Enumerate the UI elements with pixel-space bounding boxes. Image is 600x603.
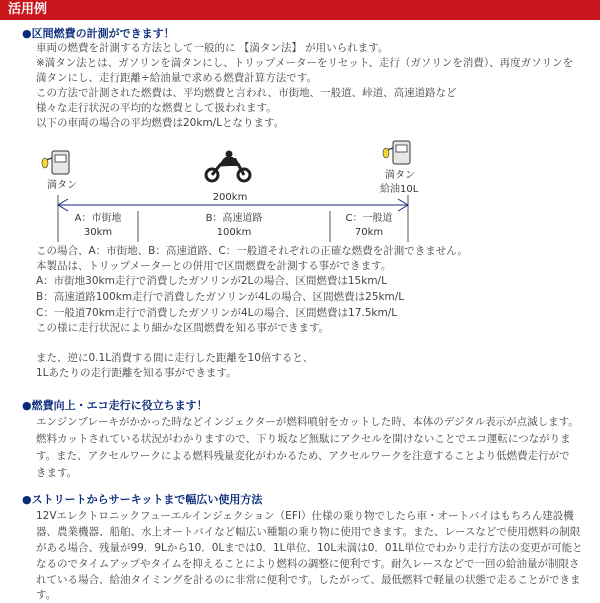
fuel-pump-icon: [42, 151, 69, 174]
segment-b-distance: 100km: [216, 227, 252, 238]
segment-c-name: C：一般道: [345, 213, 393, 224]
section1-line: C：一般道70km走行で消費したガソリンが4Lの場合、区間燃費は17.5km/L: [36, 307, 398, 319]
section1-line: B：高速道路100km走行で消費したガソリンが4Lの場合、区間燃費は25km/L: [36, 291, 405, 303]
section3-line: 12Vエレクトロニックフューエルインジェクション（EFI）仕様の乗り物でしたら車・オートバイはもちろん建設機: [36, 510, 574, 522]
section3-line: がある場合、残量が99．9Lから10．0Lまでは0．1L単位、10L未満は0．01L単位でわかり走行方法の変更が可能と: [36, 542, 583, 554]
section1-line: 1Lあたりの走行距離を知る事ができます。: [36, 367, 237, 379]
section3-line: なるのでタイムアップやタイムを抑えることにより燃料の調整に便利です。耐久レースなどで一回の給油量が制限さ: [36, 558, 580, 570]
section1-line: 満タンにし、走行距離÷給油量で求める燃費計算方法です。: [36, 72, 317, 84]
section1-line: ※満タン法とは、ガソリンを満タンにし、トリップメーターをリセット、走行（ガソリンを消費）、再度ガソリンを: [36, 57, 574, 69]
section1-line: 様々な走行状況の平均的な燃費として扱われます。: [36, 102, 277, 114]
section1-line: 本製品は、トリップメーターとの併用で区間燃費を計測する事ができます。: [36, 260, 392, 272]
section2-line: 燃料カットされている状況がわかりますので、下り坂など無駄にアクセルを開けないことでエコ運転につながりま: [36, 433, 571, 445]
header-title: 活用例: [8, 2, 48, 17]
section1-title: ●区間燃費の計測ができます！: [22, 27, 175, 40]
total-distance-label: 200km: [212, 192, 248, 203]
section1-line: この方法で計測された燃費は、平均燃費と言われ、市街地、一般道、峠道、高速道路など: [36, 87, 457, 99]
segment-a-name: A：市街地: [74, 213, 122, 224]
motorcycle-icon: [206, 151, 250, 182]
section3-line: す。: [36, 589, 57, 601]
section1-line: この場合、A：市街地、B：高速道路、C：一般道それぞれの正確な燃費を計測できません。: [36, 245, 468, 257]
section2-line: きます。: [36, 467, 78, 479]
section3-title: ●ストリートからサーキットまで幅広い使用方法: [22, 493, 263, 506]
section1-line: 車両の燃費を計測する方法として一般的に 【満タン法】 が用いられます。: [36, 42, 389, 54]
section1-line: 以下の車両の場合の平均燃費は20km/Lとなります。: [36, 117, 285, 129]
section2-line: エンジンブレーキがかかった時などインジェクターが燃料噴射をカットした時、本体のデジタル表示が点滅します。: [36, 416, 579, 428]
segment-b-name: B：高速道路: [205, 213, 263, 224]
section1-line: また、逆に0.1L消費する間に走行した距離を10倍すると、: [36, 352, 314, 364]
refuel-label: 給油10L: [380, 184, 419, 195]
segment-c-distance: 70km: [354, 227, 384, 238]
section3-line: れている場合、給油タイミングを計るのに非常に便利です。したがって、最低燃料で軽量の状態で走ることができま: [36, 574, 581, 586]
section1-line: この様に走行状況により細かな区間燃費を知る事ができます。: [36, 322, 330, 334]
segment-a-distance: 30km: [83, 227, 113, 238]
start-full-tank-label: 満タン: [47, 180, 77, 191]
fuel-pump-icon: [383, 141, 410, 164]
section2-title: ●燃費向上・エコ走行に役立ちます！: [22, 399, 208, 412]
section2-line: す。また、アクセルワークによる燃料残量変化がわかるため、アクセルワークを注意することより低燃費走行がで: [36, 450, 570, 462]
section3-line: 器、農業機器、船舶、水上オートバイなど幅広い種類の乗り物に使用できます。また、レースなどで使用燃料の制限: [36, 526, 581, 538]
section1-line: A：市街地30km走行で消費したガソリンが2Lの場合、区間燃費は15km/L: [36, 275, 387, 287]
end-full-tank-label: 満タン: [385, 170, 415, 181]
